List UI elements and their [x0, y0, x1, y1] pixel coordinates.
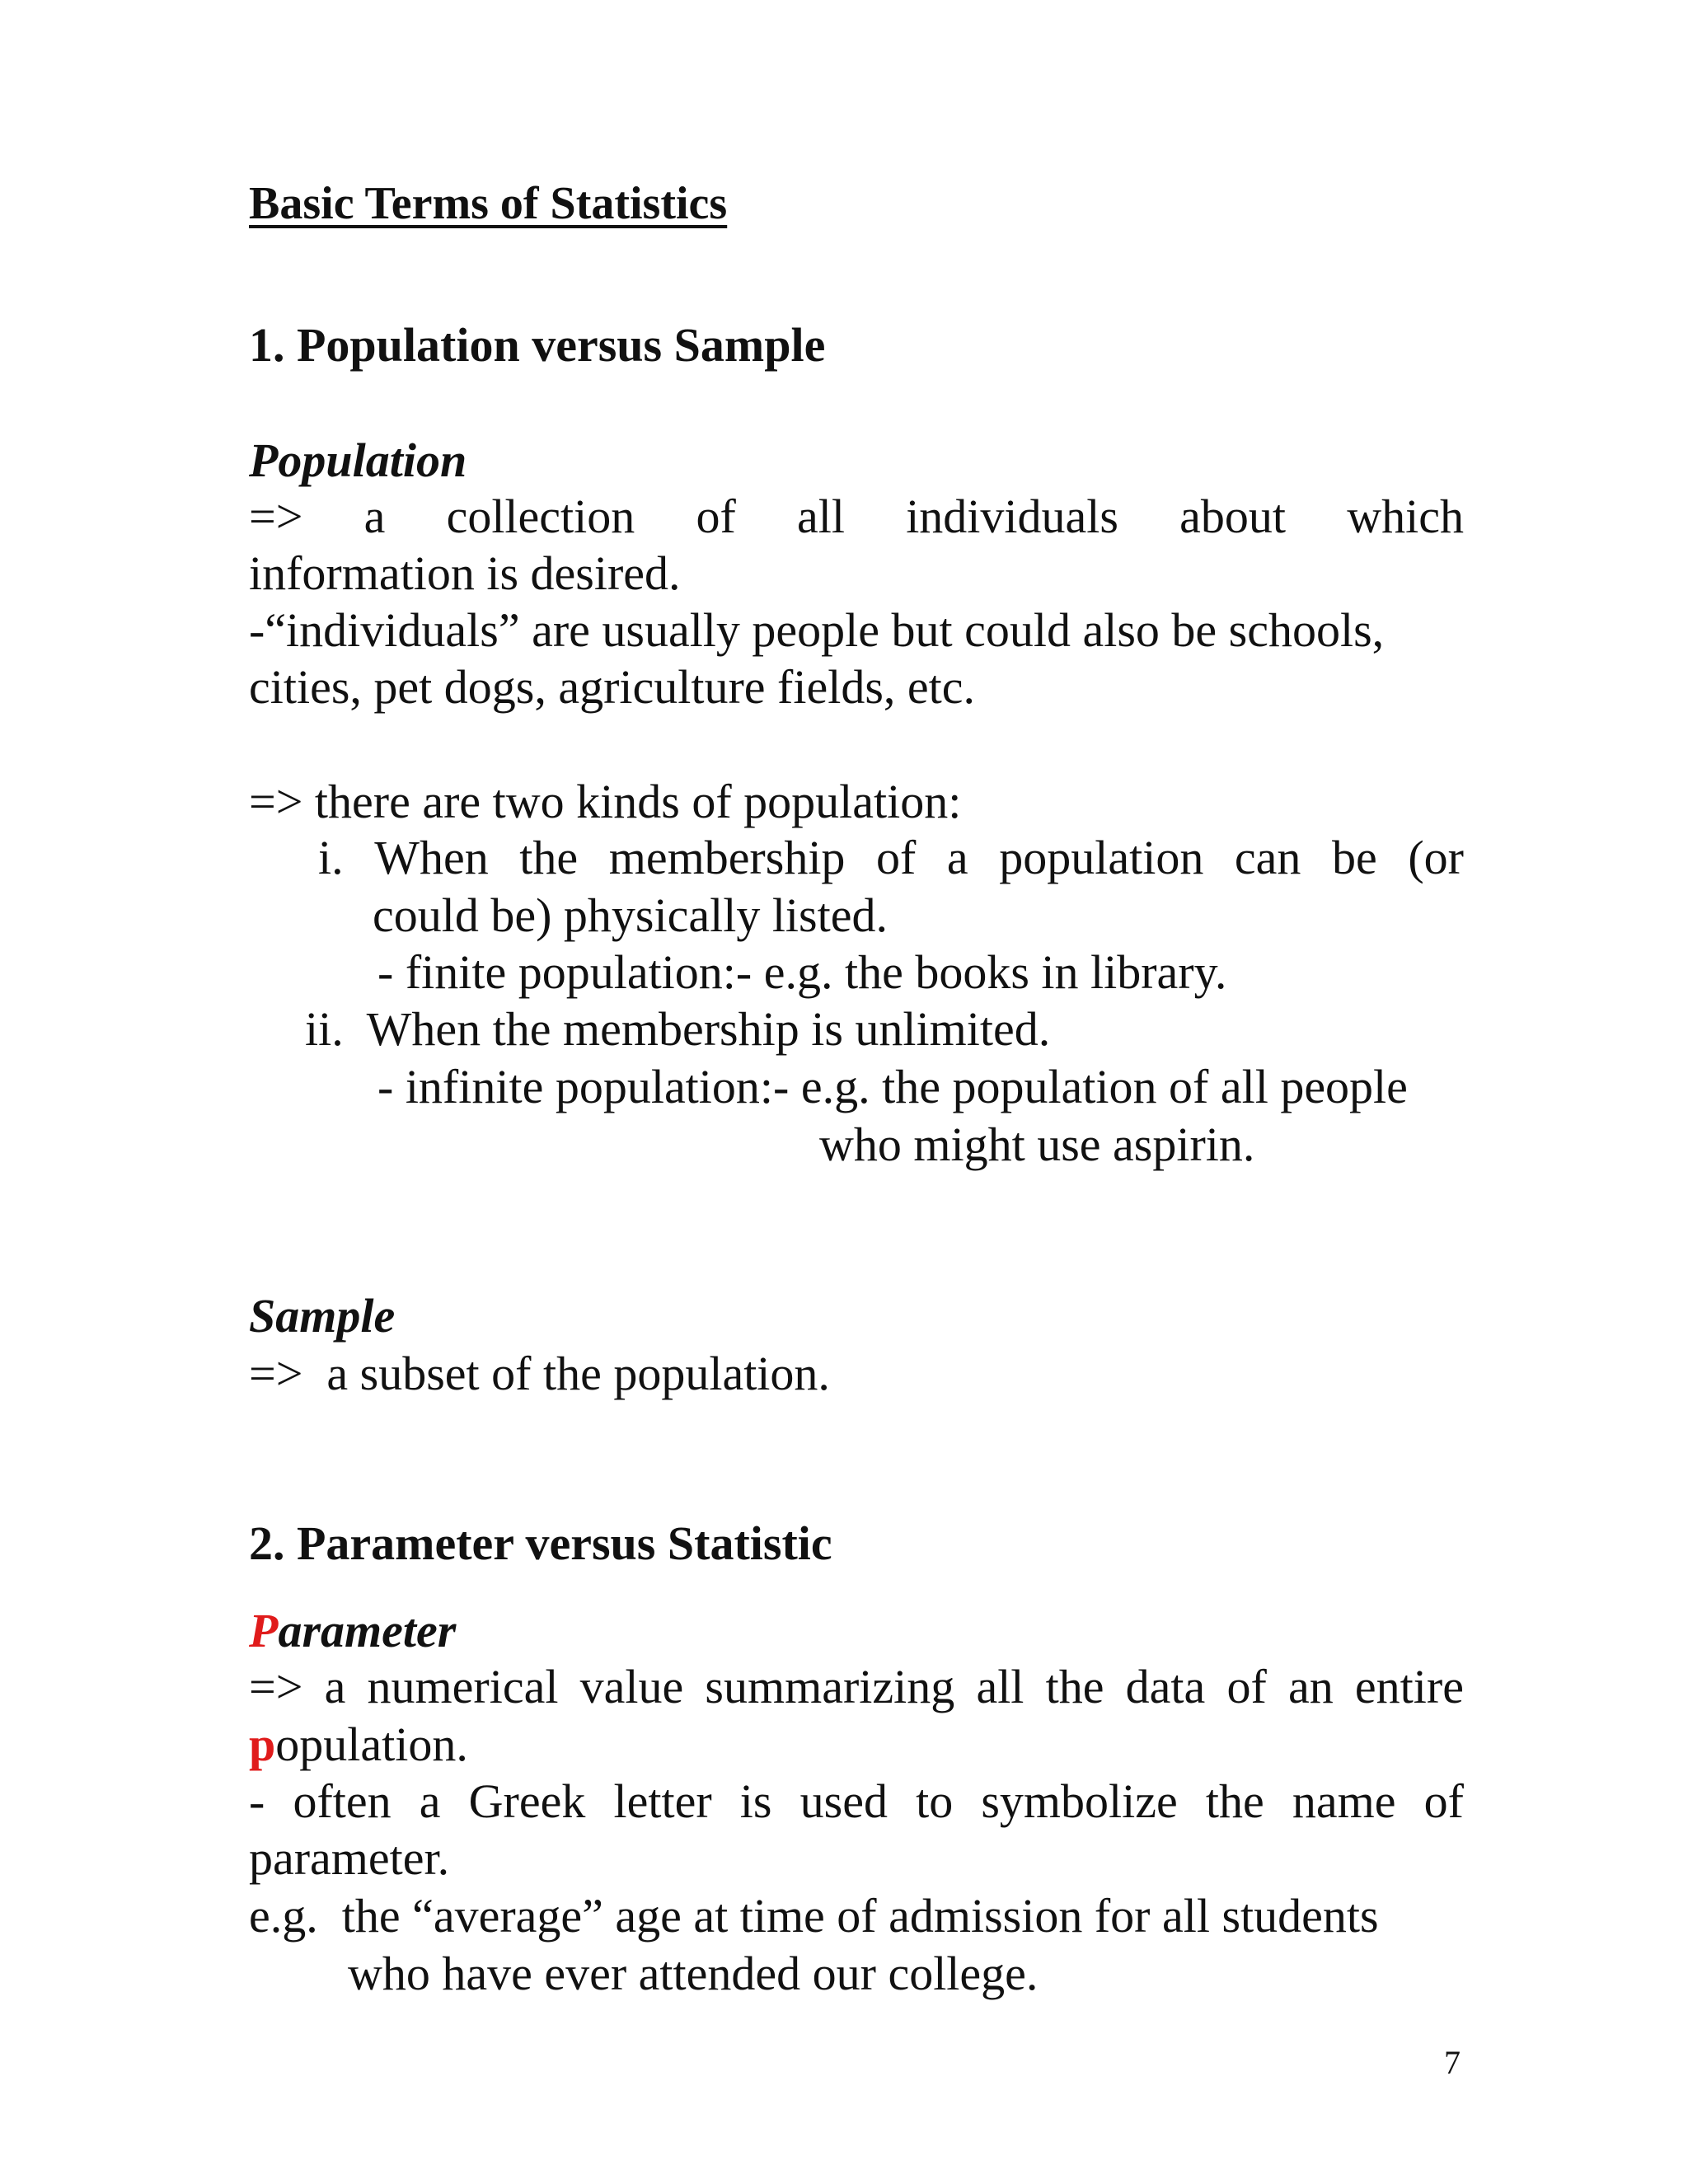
population-definition-word-3: of — [696, 490, 736, 543]
infinite-kind-line-1: ii. When the membership is unlimited. — [305, 1002, 1051, 1056]
parameter-definition-word-8: of — [1226, 1660, 1267, 1713]
parameter-definition-word-0: => — [249, 1660, 303, 1713]
individuals-note-line-1: -“individuals” are usually people but could also be schools, — [249, 603, 1385, 657]
parameter-definition-word-9: an — [1287, 1660, 1334, 1713]
population-term: Population — [249, 434, 467, 487]
parameter-definition-word-3: value — [579, 1660, 684, 1713]
finite-kind-word-7: can — [1234, 831, 1301, 884]
population-definition-word-4: all — [797, 490, 845, 543]
population-definition-word-7: which — [1347, 490, 1464, 543]
population-highlight-letter: p — [249, 1718, 276, 1771]
finite-kind-word-1: When — [374, 831, 489, 884]
population-definition-word-0: => — [249, 490, 303, 543]
infinite-population-example-line-1: - infinite population:- e.g. the population of all people — [377, 1060, 1408, 1113]
parameter-term-highlight: P — [249, 1604, 279, 1657]
page-number: 7 — [1444, 2044, 1461, 2081]
parameter-definition-word-7: data — [1125, 1660, 1206, 1713]
greek-letter-note-word-2: a — [419, 1774, 441, 1828]
parameter-example-line-2: who have ever attended our college. — [348, 1947, 1039, 2000]
finite-kind-word-5: a — [946, 831, 968, 884]
greek-letter-note-word-3: Greek — [468, 1774, 586, 1828]
greek-letter-note-word-4: letter — [613, 1774, 712, 1828]
parameter-definition-word-6: the — [1045, 1660, 1104, 1713]
greek-letter-note-word-6: used — [799, 1774, 888, 1828]
population-definition-word-2: collection — [446, 490, 635, 543]
greek-letter-note-word-5: is — [739, 1774, 772, 1828]
population-definition-line-1 — [249, 488, 1464, 546]
parameter-definition-word-5: all — [976, 1660, 1025, 1713]
parameter-example-line-1: e.g. the “average” age at time of admission for all students — [249, 1889, 1379, 1943]
sample-definition: => a subset of the population. — [249, 1347, 830, 1400]
individuals-note-line-2: cities, pet dogs, agriculture fields, etc. — [249, 660, 975, 714]
population-definition-word-6: about — [1179, 490, 1287, 543]
section-2-heading: 2. Parameter versus Statistic — [249, 1516, 832, 1570]
section-1-heading: 1. Population versus Sample — [249, 318, 826, 372]
finite-population-example: - finite population:- e.g. the books in library. — [377, 945, 1227, 999]
population-definition-line-2: information is desired. — [249, 546, 681, 600]
parameter-definition-word-10: entire — [1354, 1660, 1464, 1713]
infinite-population-example-line-2: who might use aspirin. — [819, 1118, 1255, 1171]
population-definition-word-5: individuals — [906, 490, 1118, 543]
parameter-definition-word-2: numerical — [367, 1660, 559, 1713]
greek-letter-note-word-0: - — [249, 1774, 265, 1828]
greek-letter-note-line-2: parameter. — [249, 1831, 450, 1885]
greek-letter-note-line-1 — [249, 1773, 1464, 1830]
population-kinds-intro: => there are two kinds of population: — [249, 775, 962, 828]
greek-letter-note-word-10: name — [1292, 1774, 1396, 1828]
parameter-definition-line-1 — [249, 1658, 1464, 1716]
parameter-term-rest: arameter — [278, 1604, 457, 1657]
population-word-rest: opulation. — [275, 1718, 468, 1771]
greek-letter-note-word-8: symbolize — [981, 1774, 1178, 1828]
greek-letter-note-word-1: often — [293, 1774, 392, 1828]
finite-kind-word-3: membership — [608, 831, 846, 884]
population-definition-word-1: a — [363, 490, 386, 543]
parameter-definition-line-2 — [249, 1716, 468, 1774]
finite-kind-word-8: be — [1332, 831, 1377, 884]
finite-kind-line-1 — [318, 829, 1464, 887]
parameter-definition-word-4: summarizing — [705, 1660, 955, 1713]
greek-letter-note-word-7: to — [916, 1774, 954, 1828]
greek-letter-note-word-11: of — [1423, 1774, 1464, 1828]
parameter-term — [249, 1602, 456, 1660]
finite-kind-word-2: the — [519, 831, 579, 884]
finite-kind-word-4: of — [876, 831, 917, 884]
finite-kind-word-0: i. — [318, 831, 344, 884]
sample-term: Sample — [249, 1289, 396, 1343]
parameter-definition-word-1: a — [324, 1660, 346, 1713]
finite-kind-word-9: (or — [1408, 831, 1464, 884]
finite-kind-line-2: could be) physically listed. — [373, 888, 888, 942]
finite-kind-word-6: population — [999, 831, 1204, 884]
greek-letter-note-word-9: the — [1205, 1774, 1264, 1828]
page-title: Basic Terms of Statistics — [249, 178, 728, 229]
